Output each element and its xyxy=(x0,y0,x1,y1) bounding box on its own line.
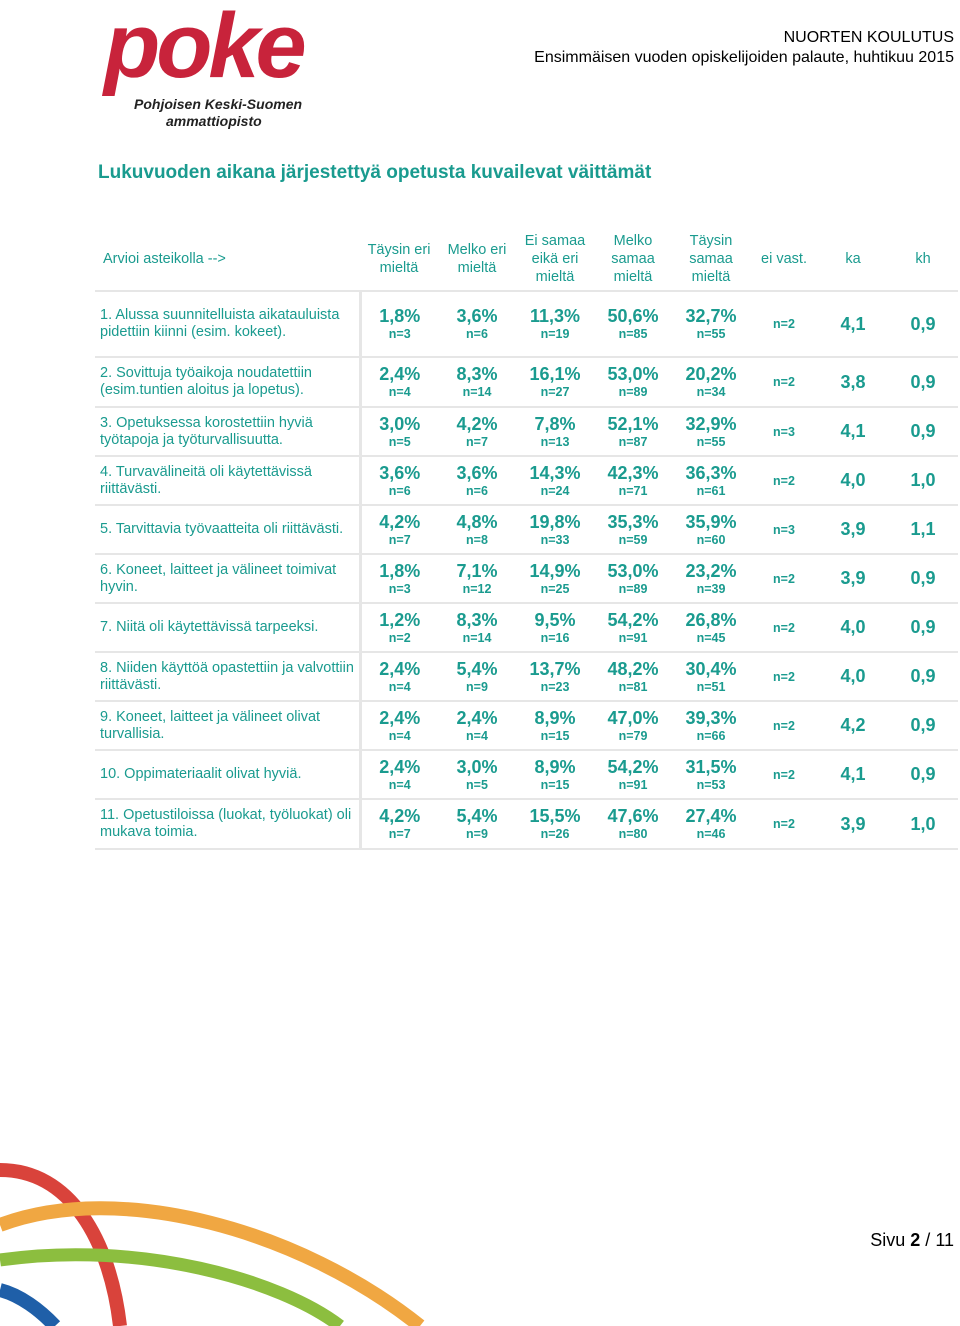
response-percent: 8,9% xyxy=(534,707,576,728)
statement-text: 4. Turvavälineitä oli käytettävissä riittävästi. xyxy=(95,456,360,505)
statement-text: 11. Opetustiloissa (luokat, työluokat) oli mukava toimia. xyxy=(95,799,360,849)
response-percent: 2,4% xyxy=(379,756,421,777)
response-percent: 52,1% xyxy=(607,413,659,434)
response-count: n=9 xyxy=(466,679,488,694)
response-count: n=80 xyxy=(618,827,648,841)
response-cell xyxy=(360,456,438,505)
response-cell xyxy=(360,750,438,799)
no-answer-count: n=2 xyxy=(750,799,818,849)
column-header: ei vast. xyxy=(750,228,818,291)
response-count: n=14 xyxy=(462,385,492,399)
response-count: n=14 xyxy=(462,630,492,645)
response-count: n=46 xyxy=(696,827,726,841)
response-percent: 1,8% xyxy=(379,306,421,326)
column-header: Melko samaa mieltä xyxy=(594,228,672,291)
response-cell xyxy=(672,554,750,603)
response-count: n=55 xyxy=(696,434,726,449)
response-count: n=4 xyxy=(388,728,411,743)
response-count: n=7 xyxy=(388,532,411,547)
response-cell xyxy=(438,799,516,849)
response-percent: 7,8% xyxy=(534,413,576,434)
response-percent: 47,0% xyxy=(607,707,659,728)
response-percent: 3,6% xyxy=(456,462,498,483)
statement-text: 5. Tarvittavia työvaatteita oli riittävästi. xyxy=(95,505,360,554)
response-cell xyxy=(360,291,438,357)
response-cell xyxy=(594,603,672,652)
response-cell xyxy=(516,799,594,849)
response-cell xyxy=(516,357,594,407)
response-cell xyxy=(438,652,516,701)
page-prefix: Sivu xyxy=(870,1230,906,1250)
logo-wordmark: poke xyxy=(104,0,303,97)
response-count: n=15 xyxy=(540,728,570,743)
response-percent: 5,4% xyxy=(456,658,498,679)
no-answer-count: n=2 xyxy=(750,603,818,652)
response-percent: 1,2% xyxy=(379,609,421,630)
response-cell xyxy=(438,750,516,799)
logo-subtitle xyxy=(134,96,302,130)
response-cell xyxy=(672,505,750,554)
response-cell xyxy=(516,456,594,505)
page-sep: / xyxy=(925,1230,931,1250)
response-cell xyxy=(516,505,594,554)
response-cell xyxy=(516,291,594,357)
response-cell xyxy=(438,505,516,554)
swoosh-blue xyxy=(0,1290,55,1326)
response-count: n=25 xyxy=(540,581,570,596)
response-cell xyxy=(516,750,594,799)
response-count: n=12 xyxy=(462,581,492,596)
response-cell xyxy=(516,554,594,603)
response-count: n=33 xyxy=(540,532,570,547)
response-cell xyxy=(360,357,438,407)
response-percent: 3,0% xyxy=(456,756,498,777)
response-cell xyxy=(516,652,594,701)
response-percent: 8,3% xyxy=(456,364,498,384)
response-count: n=6 xyxy=(466,483,488,498)
response-percent: 14,9% xyxy=(529,560,581,581)
table-row xyxy=(95,357,958,407)
mean-value: 3,9 xyxy=(818,554,888,603)
stddev-value: 0,9 xyxy=(888,652,958,701)
response-percent: 16,1% xyxy=(529,364,581,384)
mean-value: 3,9 xyxy=(818,505,888,554)
statement-text: 2. Sovittuja työaikoja noudatettiin (esim.tuntien aloitus ja lopetus). xyxy=(95,357,360,407)
response-percent: 14,3% xyxy=(529,462,581,483)
response-percent: 53,0% xyxy=(607,364,659,384)
response-percent: 2,4% xyxy=(379,707,421,728)
response-percent: 26,8% xyxy=(685,609,737,630)
response-cell xyxy=(594,407,672,456)
response-percent: 4,2% xyxy=(379,806,421,826)
stddev-value: 0,9 xyxy=(888,291,958,357)
response-cell xyxy=(672,357,750,407)
response-cell xyxy=(516,701,594,750)
response-percent: 54,2% xyxy=(607,609,659,630)
statement-text: 3. Opetuksessa korostettiin hyviä työtapoja ja työturvallisuutta. xyxy=(95,407,360,456)
response-cell xyxy=(438,554,516,603)
response-cell xyxy=(594,357,672,407)
response-cell xyxy=(594,554,672,603)
response-percent: 31,5% xyxy=(685,756,737,777)
response-count: n=34 xyxy=(696,385,726,399)
response-percent: 13,7% xyxy=(529,658,581,679)
response-count: n=39 xyxy=(696,581,726,596)
mean-value: 4,0 xyxy=(818,603,888,652)
column-header: Melko eri mieltä xyxy=(438,228,516,291)
response-cell xyxy=(594,652,672,701)
response-percent: 8,3% xyxy=(456,609,498,630)
table-row xyxy=(95,799,958,849)
response-cell xyxy=(594,291,672,357)
response-count: n=45 xyxy=(696,630,726,645)
response-count: n=26 xyxy=(540,827,570,841)
response-cell xyxy=(672,291,750,357)
response-count: n=51 xyxy=(696,679,726,694)
response-cell xyxy=(594,456,672,505)
statement-text: 7. Niitä oli käytettävissä tarpeeksi. xyxy=(95,603,360,652)
column-header: Täysin samaa mieltä xyxy=(672,228,750,291)
response-count: n=81 xyxy=(618,679,648,694)
no-answer-count: n=2 xyxy=(750,750,818,799)
response-percent: 9,5% xyxy=(534,609,576,630)
statement-text: 8. Niiden käyttöä opastettiin ja valvottiin riittävästi. xyxy=(95,652,360,701)
response-cell xyxy=(360,701,438,750)
response-percent: 36,3% xyxy=(685,462,737,483)
response-count: n=24 xyxy=(540,483,570,498)
response-percent: 4,2% xyxy=(456,413,498,434)
response-count: n=89 xyxy=(618,385,648,399)
statement-text: 6. Koneet, laitteet ja välineet toimivat hyvin. xyxy=(95,554,360,603)
response-percent: 20,2% xyxy=(685,364,737,384)
response-percent: 35,9% xyxy=(685,511,737,532)
response-count: n=66 xyxy=(696,728,726,743)
response-percent: 54,2% xyxy=(607,756,659,777)
stddev-value: 0,9 xyxy=(888,407,958,456)
logo-subtitle-line2: ammattiopisto xyxy=(166,113,262,129)
response-count: n=8 xyxy=(466,532,488,547)
response-percent: 48,2% xyxy=(607,658,659,679)
response-count: n=59 xyxy=(618,532,648,547)
table-header-row xyxy=(95,228,958,291)
response-percent: 4,2% xyxy=(379,511,421,532)
no-answer-count: n=2 xyxy=(750,291,818,357)
response-percent: 3,6% xyxy=(379,462,421,483)
response-count: n=23 xyxy=(540,679,570,694)
page-current: 2 xyxy=(910,1230,921,1250)
response-count: n=53 xyxy=(696,777,726,792)
mean-value: 3,9 xyxy=(818,799,888,849)
response-count: n=7 xyxy=(388,827,411,841)
response-percent: 39,3% xyxy=(685,707,737,728)
mean-value: 4,1 xyxy=(818,750,888,799)
response-cell xyxy=(360,505,438,554)
column-header: Ei samaa eikä eri mieltä xyxy=(516,228,594,291)
no-answer-count: n=3 xyxy=(750,505,818,554)
response-count: n=4 xyxy=(388,385,411,399)
response-percent: 7,1% xyxy=(456,560,498,581)
logo xyxy=(100,0,310,133)
mean-value: 4,0 xyxy=(818,652,888,701)
response-count: n=61 xyxy=(696,483,726,498)
mean-value: 4,1 xyxy=(818,291,888,357)
response-percent: 11,3% xyxy=(529,306,581,326)
no-answer-count: n=2 xyxy=(750,652,818,701)
header-survey: Ensimmäisen vuoden opiskelijoiden palaute, huhtikuu 2015 xyxy=(534,49,954,66)
response-count: n=19 xyxy=(540,327,570,341)
response-percent: 30,4% xyxy=(685,658,737,679)
response-cell xyxy=(594,505,672,554)
response-cell xyxy=(360,652,438,701)
response-percent: 35,3% xyxy=(607,511,659,532)
response-count: n=85 xyxy=(618,327,648,341)
response-percent: 5,4% xyxy=(456,806,498,826)
response-count: n=16 xyxy=(540,630,570,645)
response-percent: 1,8% xyxy=(379,560,421,581)
response-cell xyxy=(438,407,516,456)
response-cell xyxy=(360,603,438,652)
no-answer-count: n=2 xyxy=(750,357,818,407)
response-count: n=13 xyxy=(540,434,570,449)
mean-value: 4,1 xyxy=(818,407,888,456)
response-cell xyxy=(360,407,438,456)
column-header: ka xyxy=(818,228,888,291)
table-row xyxy=(95,554,958,603)
response-percent: 42,3% xyxy=(607,462,659,483)
table-row xyxy=(95,407,958,456)
column-header: kh xyxy=(888,228,958,291)
response-count: n=71 xyxy=(618,483,648,498)
response-cell xyxy=(672,701,750,750)
response-count: n=27 xyxy=(540,385,570,399)
response-count: n=15 xyxy=(540,777,570,792)
response-cell xyxy=(360,799,438,849)
response-cell xyxy=(672,407,750,456)
response-cell xyxy=(438,603,516,652)
table-row xyxy=(95,291,958,357)
page-header xyxy=(534,28,954,68)
response-percent: 32,9% xyxy=(685,413,737,434)
table-row xyxy=(95,505,958,554)
response-cell xyxy=(438,701,516,750)
response-cell xyxy=(594,701,672,750)
decorative-swoosh xyxy=(0,1130,500,1326)
response-count: n=79 xyxy=(618,728,648,743)
stddev-value: 0,9 xyxy=(888,603,958,652)
response-count: n=5 xyxy=(466,777,488,792)
no-answer-count: n=2 xyxy=(750,554,818,603)
column-header-label: Arvioi asteikolla --> xyxy=(95,228,360,291)
response-cell xyxy=(594,799,672,849)
response-percent: 27,4% xyxy=(685,806,737,826)
stddev-value: 0,9 xyxy=(888,701,958,750)
response-percent: 23,2% xyxy=(685,560,737,581)
header-unit: NUORTEN KOULUTUS xyxy=(783,29,954,46)
response-cell xyxy=(672,799,750,849)
response-count: n=3 xyxy=(388,581,411,596)
page-total: 11 xyxy=(935,1230,954,1250)
response-percent: 47,6% xyxy=(607,806,659,826)
logo-subtitle-line1: Pohjoisen Keski-Suomen xyxy=(134,96,303,112)
response-count: n=5 xyxy=(388,434,411,449)
table-row xyxy=(95,456,958,505)
response-cell xyxy=(672,456,750,505)
response-count: n=2 xyxy=(388,630,411,645)
response-count: n=3 xyxy=(388,327,411,341)
stddev-value: 0,9 xyxy=(888,750,958,799)
no-answer-count: n=3 xyxy=(750,407,818,456)
response-percent: 4,8% xyxy=(456,511,498,532)
response-count: n=4 xyxy=(466,728,488,743)
statement-text: 1. Alussa suunnitelluista aikatauluista pidettiin kiinni (esim. kokeet). xyxy=(95,291,360,357)
response-count: n=55 xyxy=(696,327,726,341)
no-answer-count: n=2 xyxy=(750,701,818,750)
response-count: n=91 xyxy=(618,630,648,645)
response-cell xyxy=(516,407,594,456)
stddev-value: 0,9 xyxy=(888,357,958,407)
stddev-value: 1,0 xyxy=(888,456,958,505)
response-percent: 50,6% xyxy=(607,306,659,326)
table-row xyxy=(95,652,958,701)
response-percent: 2,4% xyxy=(456,707,498,728)
table-row xyxy=(95,603,958,652)
response-count: n=60 xyxy=(696,532,726,547)
stddev-value: 0,9 xyxy=(888,554,958,603)
response-count: n=6 xyxy=(388,483,411,498)
response-count: n=4 xyxy=(388,777,411,792)
column-header: Täysin eri mieltä xyxy=(360,228,438,291)
response-count: n=91 xyxy=(618,777,648,792)
response-count: n=7 xyxy=(466,434,488,449)
response-count: n=4 xyxy=(388,679,411,694)
response-cell xyxy=(360,554,438,603)
table-row xyxy=(95,750,958,799)
response-count: n=9 xyxy=(466,827,488,841)
response-count: n=6 xyxy=(466,327,488,341)
no-answer-count: n=2 xyxy=(750,456,818,505)
response-cell xyxy=(516,603,594,652)
response-percent: 8,9% xyxy=(534,756,576,777)
response-cell xyxy=(672,652,750,701)
response-percent: 32,7% xyxy=(685,306,737,326)
statement-text: 9. Koneet, laitteet ja välineet olivat turvallisia. xyxy=(95,701,360,750)
page-number xyxy=(870,1230,954,1251)
response-percent: 15,5% xyxy=(529,806,581,826)
response-cell xyxy=(594,750,672,799)
response-percent: 53,0% xyxy=(607,560,659,581)
response-percent: 3,0% xyxy=(379,413,421,434)
response-cell xyxy=(672,750,750,799)
mean-value: 3,8 xyxy=(818,357,888,407)
response-count: n=87 xyxy=(618,434,648,449)
response-percent: 2,4% xyxy=(379,658,421,679)
stddev-value: 1,0 xyxy=(888,799,958,849)
statement-text: 10. Oppimateriaalit olivat hyviä. xyxy=(95,750,360,799)
response-cell xyxy=(438,291,516,357)
response-cell xyxy=(438,456,516,505)
response-percent: 3,6% xyxy=(456,306,498,326)
response-count: n=89 xyxy=(618,581,648,596)
survey-table xyxy=(95,228,958,850)
page-title: Lukuvuoden aikana järjestettyä opetusta kuvailevat väittämät xyxy=(98,162,652,183)
response-cell xyxy=(438,357,516,407)
response-percent: 2,4% xyxy=(379,364,421,384)
mean-value: 4,2 xyxy=(818,701,888,750)
stddev-value: 1,1 xyxy=(888,505,958,554)
mean-value: 4,0 xyxy=(818,456,888,505)
response-cell xyxy=(672,603,750,652)
response-percent: 19,8% xyxy=(529,511,581,532)
table-row xyxy=(95,701,958,750)
